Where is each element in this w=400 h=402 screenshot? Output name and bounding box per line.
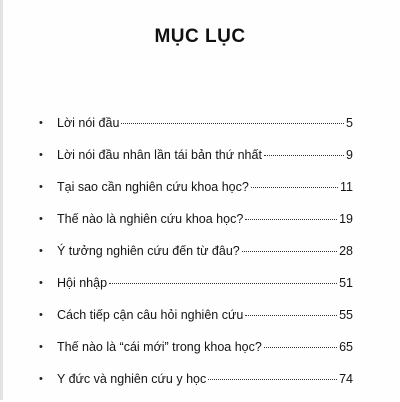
bullet-icon: •	[39, 245, 43, 257]
toc-entry	[0, 338, 400, 370]
toc-entry-page: 5	[346, 116, 353, 130]
dot-leader	[251, 187, 338, 188]
toc-entry	[0, 242, 400, 274]
toc-entry-title: Hội nhập	[57, 276, 108, 290]
dot-leader	[264, 155, 344, 156]
toc-entry-page: 11	[340, 180, 353, 194]
dot-leader	[208, 379, 337, 380]
dot-leader	[245, 315, 337, 316]
toc-row	[57, 114, 353, 132]
dot-leader	[245, 219, 337, 220]
dot-leader	[242, 251, 337, 252]
dot-leader	[109, 283, 337, 284]
toc-row	[57, 306, 353, 324]
toc-entry-page: 28	[339, 244, 353, 258]
bullet-icon: •	[39, 341, 43, 353]
toc-entry	[0, 274, 400, 306]
toc-entry-title: Thế nào là nghiên cứu khoa học?	[57, 212, 244, 226]
dot-leader	[264, 347, 337, 348]
toc-row	[57, 338, 353, 356]
toc-row	[57, 178, 353, 196]
toc-entry-title: Tại sao cần nghiên cứu khoa học?	[57, 180, 249, 194]
toc-entry-title: Cách tiếp cận câu hỏi nghiên cứu	[57, 308, 244, 322]
toc-row	[57, 370, 353, 388]
toc-entry-page: 19	[339, 212, 353, 226]
bullet-icon: •	[39, 277, 43, 289]
toc-row	[57, 242, 353, 260]
toc-entry	[0, 370, 400, 402]
toc-entry-title: Ý tưởng nghiên cứu đến từ đâu?	[57, 244, 240, 258]
page-title: MỤC LỤC	[154, 26, 246, 47]
toc-entry-page: 51	[339, 276, 353, 290]
toc-entry	[0, 306, 400, 338]
bullet-icon: •	[39, 181, 43, 193]
bullet-icon: •	[39, 149, 43, 161]
toc-entry	[0, 178, 400, 210]
toc-entry-page: 55	[339, 308, 353, 322]
toc-row	[57, 274, 353, 292]
toc-row	[57, 146, 353, 164]
bullet-icon: •	[39, 373, 43, 385]
toc-entry-title: Thế nào là “cái mới” trong khoa học?	[57, 340, 262, 354]
toc-entry	[0, 114, 400, 146]
toc-entry	[0, 210, 400, 242]
toc-row	[57, 210, 353, 228]
bullet-icon: •	[39, 309, 43, 321]
toc-entry-title: Y đức và nghiên cứu y học	[57, 372, 207, 386]
toc-entry-page: 65	[339, 340, 353, 354]
bullet-icon: •	[39, 213, 43, 225]
toc-entry-title: Lời nói đầu	[57, 116, 120, 130]
table-of-contents	[0, 114, 400, 402]
toc-entry-page: 9	[346, 148, 353, 162]
bullet-icon: •	[39, 117, 43, 129]
toc-entry	[0, 146, 400, 178]
dot-leader	[121, 123, 344, 124]
toc-entry-page: 74	[339, 372, 353, 386]
toc-entry-title: Lời nói đầu nhân lần tái bản thứ nhất	[57, 148, 262, 162]
